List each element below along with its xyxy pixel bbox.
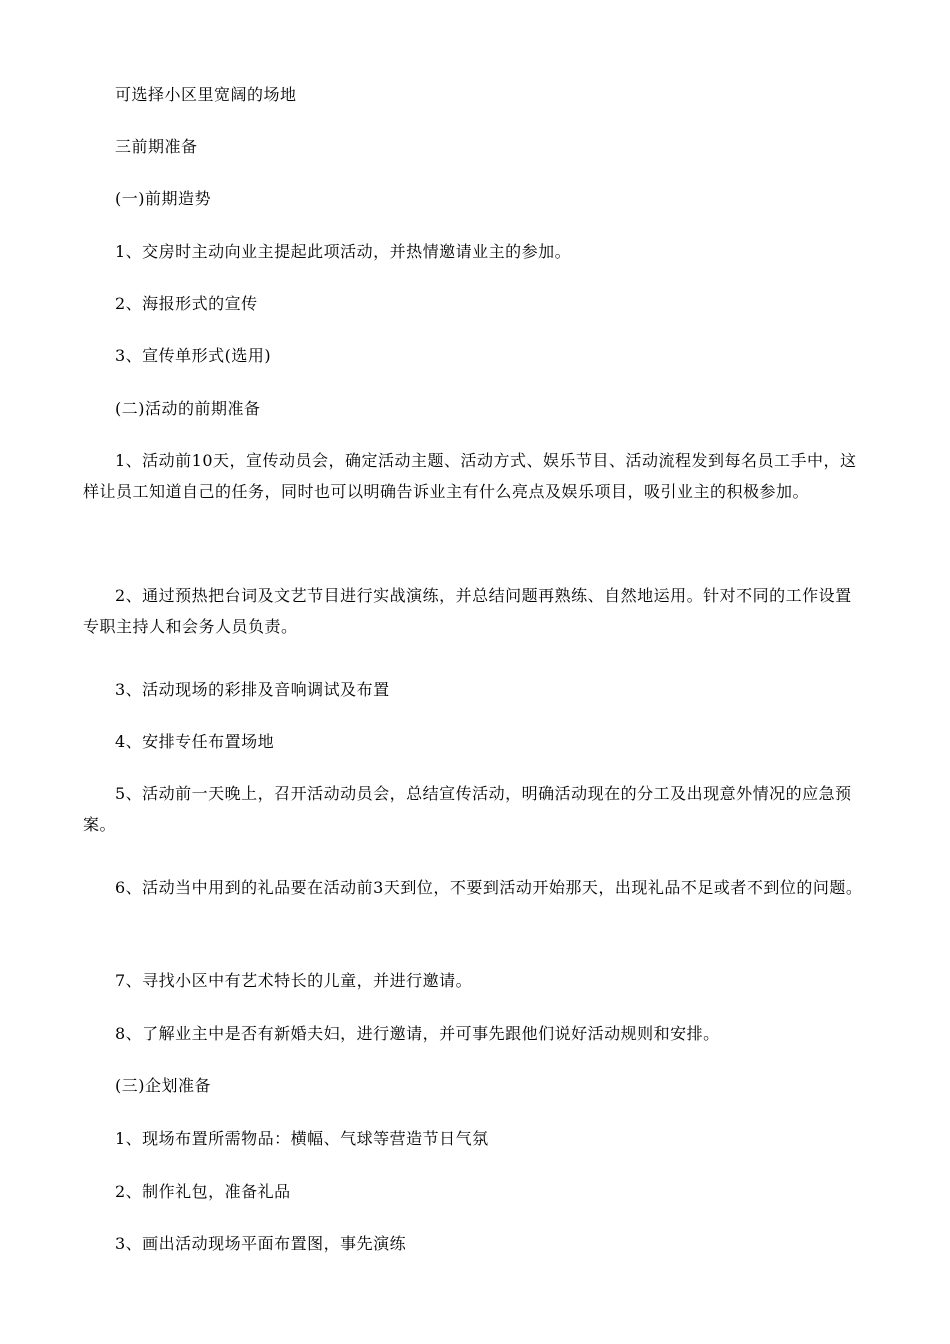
- list-item-planning-3: 3、画出活动现场平面布置图，事先演练: [115, 1234, 407, 1253]
- list-item-activity-2: 2、通过预热把台词及文艺节目进行实战演练，并总结问题再熟练、自然地运用。针对不同的工作设置专职主持人和会务人员负责。: [83, 586, 852, 636]
- subheading-promotion: (一)前期造势: [115, 189, 211, 208]
- heading-preparation: 三前期准备: [115, 137, 198, 156]
- list-item-activity-6: 6、活动当中用到的礼品要在活动前3天到位，不要到活动开始那天，出现礼品不足或者不到位的问题。: [115, 878, 863, 897]
- paragraph-venue: 可选择小区里宽阔的场地: [115, 85, 297, 104]
- subheading-planning: (三)企划准备: [115, 1076, 211, 1095]
- list-item-planning-2: 2、制作礼包，准备礼品: [115, 1182, 291, 1201]
- subheading-activity-prep: (二)活动的前期准备: [115, 399, 261, 418]
- list-item-promotion-3: 3、宣传单形式(选用): [115, 346, 272, 365]
- list-item-promotion-2: 2、海报形式的宣传: [115, 294, 258, 313]
- list-item-activity-1: 1、活动前10天，宣传动员会，确定活动主题、活动方式、娱乐节目、活动流程发到每名员工手中，这样让员工知道自己的任务，同时也可以明确告诉业主有什么亮点及娱乐项目，吸引业主的积极参加。: [83, 451, 857, 501]
- list-item-activity-3: 3、活动现场的彩排及音响调试及布置: [115, 680, 390, 699]
- list-item-activity-4: 4、安排专任布置场地: [115, 732, 275, 751]
- list-item-planning-1: 1、现场布置所需物品：横幅、气球等营造节日气氛: [115, 1129, 489, 1148]
- list-item-activity-5: 5、活动前一天晚上，召开活动动员会，总结宣传活动，明确活动现在的分工及出现意外情况的应急预案。: [83, 784, 852, 834]
- list-item-activity-7: 7、寻找小区中有艺术特长的儿童，并进行邀请。: [115, 971, 473, 990]
- list-item-promotion-1: 1、交房时主动向业主提起此项活动，并热情邀请业主的参加。: [115, 242, 572, 261]
- list-item-activity-8: 8、了解业主中是否有新婚夫妇，进行邀请，并可事先跟他们说好活动规则和安排。: [115, 1024, 720, 1043]
